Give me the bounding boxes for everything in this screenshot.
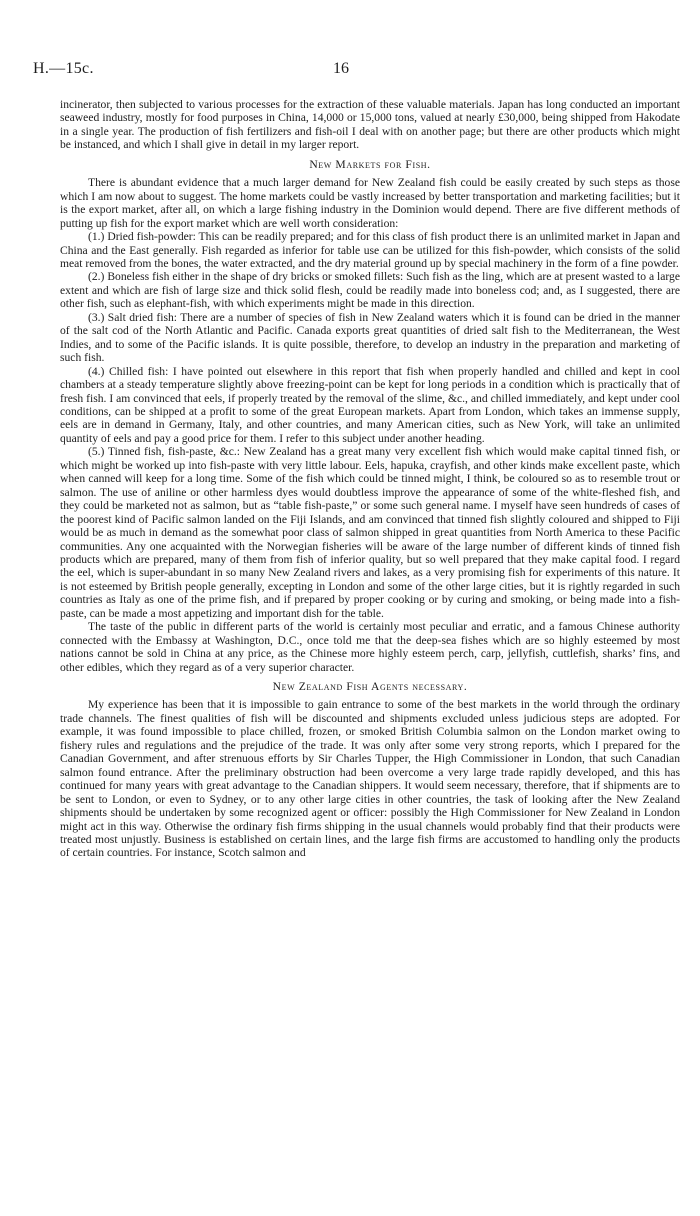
section-heading-new-markets: New Markets for Fish. [309, 157, 431, 171]
paragraph-item-1: (1.) Dried fish-powder: This can be readily prepared; and for this class of fish product there is an unlimited market in Japan and China and the East generally. Fish regarded as inferior for table use can be utilized for this fish-powder, which consists of the solid meat removed from the bones, the water extracted, and the dry material ground up by special machinery in the form of a fine powder. [60, 230, 680, 270]
page-number: 16 [333, 60, 349, 77]
document-body [60, 98, 680, 860]
paragraph-item-4: (4.) Chilled fish: I have pointed out elsewhere in this report that fish when properly handled and chilled and kept in cool chambers at a steady temperature slightly above freezing-point can be kept for long periods in a condition which is practically that of fresh fish. I am convinced that eels, if properly treated by the removal of the slime, &c., and chilled immediately, and kept under cool conditions, can be shipped at a profit to some of the great European markets. Apart from London, which takes an immense supply, eels are in demand in Germany, Italy, and other countries, and many American cities, such as New York, will take an unlimited quantity of eels and pay a good price for them. I refer to this subject under another heading. [60, 364, 680, 445]
section-heading-fish-agents: New Zealand Fish Agents necessary. [272, 680, 468, 694]
paragraph-experience: My experience has been that it is impossible to gain entrance to some of the best markets in the world through the ordinary trade channels. The finest qualities of fish will be discounted and shipments excluded unless judicious steps are adopted. For example, it was found impossible to place chilled, frozen, or smoked British Columbia salmon on the London market owing to fishery rules and regulations and the prejudice of the trade. It was only after some very strong reports, which I prepared for the Canadian Government, and after strenuous efforts by Sir Charles Tupper, the High Commissioner in London, that such Canadian salmon found entrance. After the preliminary obstruction had been overcome a very large trade rapidly developed, and this has continued for many years with great advantage to the Canadian shippers. It would seem necessary, therefore, that if shipments are to be sent to London, or even to Sydney, or to any other large cities in other countries, the task of looking after the New Zealand shipments should be undertaken by some recognized agent or officer: possibly the High Commissioner for New Zealand in London might act in this way. Otherwise the ordinary fish firms shipping in the usual channels would probably find that their products were treated most unjustly. Business is established on certain lines, and the large fish firms are accustomed to handling only the products of certain countries. For instance, Scotch salmon and [60, 698, 680, 860]
paragraph-item-2: (2.) Boneless fish either in the shape of dry bricks or smoked fillets: Such fish as the ling, which are at present wasted to a large extent and which are fish of large size and thick solid flesh, could be readily made into boneless cod; and, as I suggested, there are other fish, such as elephant-fish, with which experiments might be made in this direction. [60, 270, 680, 311]
paragraph-item-5: (5.) Tinned fish, fish-paste, &c.: New Zealand has a great many very excellent fish which would make capital tinned fish, or which might be worked up into fish-paste with very little labour. Eels, hapuka, crayfish, and other kinds make excellent paste, which when canned will keep for a long time. Some of the fish which could be tinned might, I think, be coloured so as to resemble trout or salmon. The use of aniline or other harmless dyes would doubtless improve the appearance of some of the white-fleshed fish, and they could be marketed not as salmon, but as “table fish-paste,” or some such general name. I myself have seen hundreds of cases of the poorest kind of Pacific salmon landed on the Fiji Islands, and am convinced that tinned fish slightly coloured and shipped to Fiji would be as much in demand as the somewhat poor class of salmon shipped in great quantities from North America to these Pacific communities. Any one acquainted with the Norwegian fisheries will be aware of the large number of different kinds of tinned fish products which are prepared, many of them from fish of inferior quality, but so well prepared that they make capital food. I regard the eel, which is super-abundant in so many New Zealand rivers and lakes, as a very promising fish for experiments of this nature. It is not esteemed by British people generally, excepting in London and some of the other large cities, but it is rightly regarded in such countries as Italy as one of the prime fish, and if prepared by proper cooking or by curing and smoking, or being made into a fish-paste, can be made a most appetizing and important dish for the table. [60, 445, 680, 620]
continued-paragraph: incinerator, then subjected to various processes for the extraction of these valuable materials. Japan has long conducted an important seaweed industry, mostly for food purposes in China, 14,000 or 15,000 tons, valued at nearly £30,000, being shipped from Hakodate in a single year. The production of fish fertilizers and fish-oil I deal with on another page; but there are other products which might be instanced, and which I shall give in detail in my larger report. [60, 98, 680, 152]
document-code: H.—15c. [33, 60, 94, 77]
paragraph-public-taste: The taste of the public in different parts of the world is certainly most peculiar and erratic, and a famous Chinese authority connected with the Embassy at Washington, D.C., once told me that the deep-sea fishes which are so highly esteemed by most nations cannot be sold in China at any price, as the Chinese more highly esteem perch, carp, jellyfish, cuttlefish, sharks’ fins, and other edibles, which they regard as of a very superior character. [60, 620, 680, 674]
paragraph-intro: There is abundant evidence that a much larger demand for New Zealand fish could be easily created by such steps as those which I am now about to suggest. The home markets could be vastly increased by better transportation and marketing facilities; but it is the export market, after all, on which a large fishing industry in the Dominion would depend. There are five different methods of putting up fish for the export market which are well worth consideration: [60, 176, 680, 230]
paragraph-item-3: (3.) Salt dried fish: There are a number of species of fish in New Zealand waters which it is found can be dried in the manner of the salt cod of the North Atlantic and Pacific. Canada exports great quantities of dried salt fish to the Mediterranean, the West Indies, and to some of the Pacific islands. It is quite possible, therefore, to develop an industry in the preparation and marketing of such fish. [60, 310, 680, 365]
page-header [33, 60, 669, 82]
